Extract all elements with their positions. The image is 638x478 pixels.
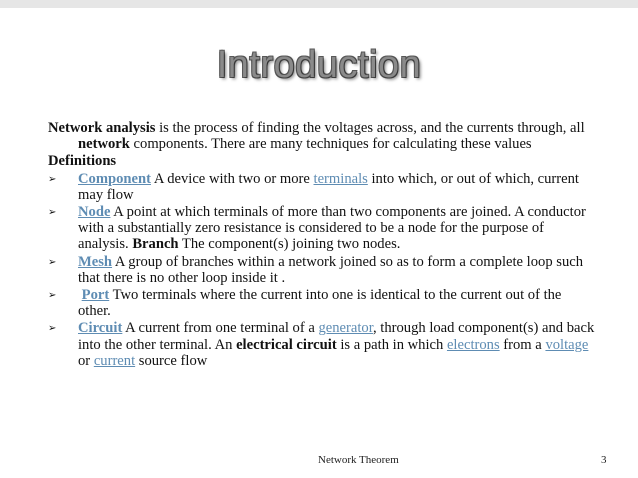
generator-link[interactable]: generator: [318, 320, 373, 337]
definition-item-mesh: [48, 254, 596, 286]
term-mesh-link[interactable]: Mesh: [78, 253, 113, 270]
arrow-bullet-icon: ➢: [48, 173, 57, 185]
term-component-link[interactable]: Component: [78, 170, 151, 187]
intro-text-1: is the process of finding the voltages across, and the currents through, all: [155, 120, 585, 136]
node-text-1: A point at which terminals of more than two components are joined. A conductor with a substantially zero resistance is considered to be a node for the purpose of analysis.: [78, 204, 586, 253]
arrow-bullet-icon: ➢: [48, 290, 57, 302]
port-text-1: Two terminals where the current into one is identical to the current out of the other.: [78, 287, 562, 320]
circuit-text-6: source flow: [135, 352, 208, 369]
circuit-text-1: A current from one terminal of a: [122, 320, 319, 337]
component-text-1: A device with two or more: [150, 170, 314, 187]
term-node-link[interactable]: Node: [78, 204, 111, 221]
intro-paragraph: [48, 120, 596, 152]
circuit-text-4: from a: [499, 336, 546, 353]
circuit-text-2: , through load component(s) and back into the other terminal. An: [78, 320, 595, 353]
definitions-heading: Definitions: [48, 153, 117, 170]
definition-item-port: [48, 287, 596, 319]
definition-item-node: [48, 204, 596, 253]
footer-title: Network Theorem: [318, 454, 399, 466]
intro-text-2: components. There are many techniques for calculating these values: [129, 136, 532, 153]
definition-item-component: [48, 171, 596, 203]
component-text-2: into which, or out of which, current may flow: [78, 170, 579, 203]
definition-item-circuit: [48, 320, 596, 369]
current-link[interactable]: current: [93, 352, 136, 369]
voltage-link[interactable]: voltage: [545, 336, 589, 353]
arrow-bullet-icon: ➢: [48, 207, 57, 219]
mesh-text-1: A group of branches within a network joined so as to form a complete loop such that there is no other loop inside it .: [78, 253, 584, 286]
circuit-text-5: or: [78, 352, 94, 369]
page-number: 3: [601, 454, 607, 466]
terminals-link[interactable]: terminals: [313, 170, 368, 187]
arrow-bullet-icon: ➢: [48, 256, 57, 268]
node-text-2: The component(s) joining two nodes.: [178, 236, 401, 253]
intro-term: Network analysis: [48, 120, 156, 136]
slide-title: Introduction: [216, 44, 422, 86]
term-port-link[interactable]: Port: [81, 287, 110, 304]
term-circuit-link[interactable]: Circuit: [78, 320, 123, 337]
electrical-circuit-bold: electrical circuit: [236, 336, 337, 353]
arrow-bullet-icon: ➢: [48, 323, 57, 335]
electrons-link[interactable]: electrons: [446, 336, 500, 353]
slide-content: [48, 120, 596, 370]
circuit-text-3: is a path in which: [336, 336, 447, 353]
intro-bold-network: network: [78, 136, 130, 153]
branch-bold: Branch: [132, 236, 179, 253]
